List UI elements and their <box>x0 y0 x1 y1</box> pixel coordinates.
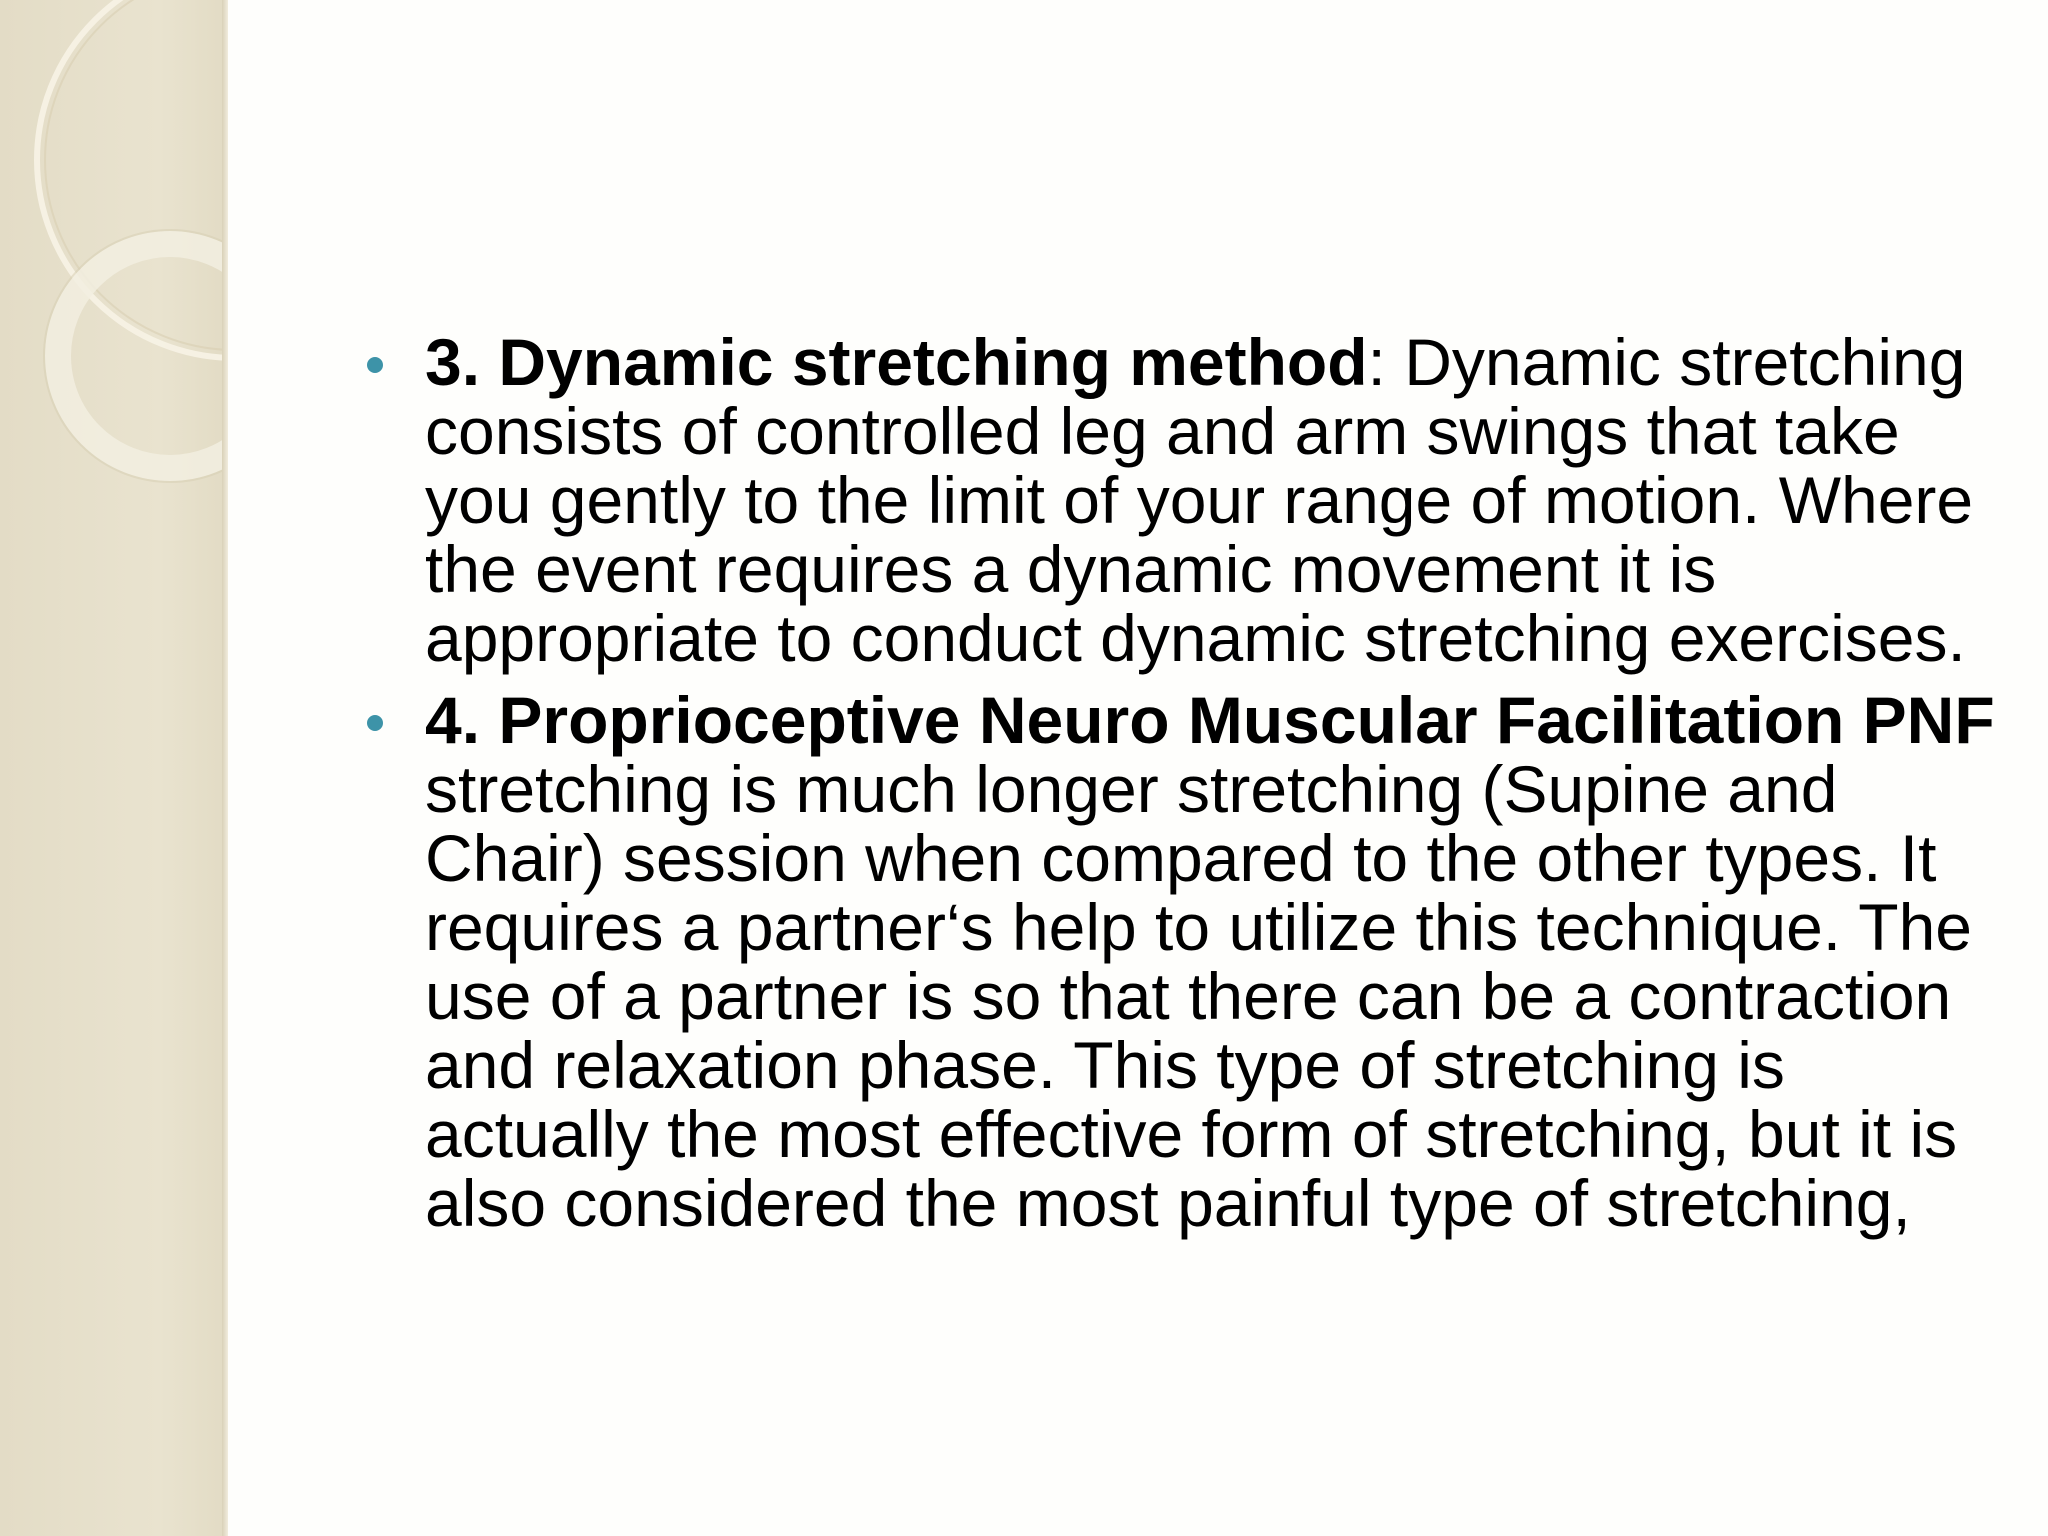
bullet-list <box>355 325 1995 1251</box>
bullet-dot-icon <box>367 715 383 731</box>
decorative-side-panel <box>0 0 228 1536</box>
decorative-rings <box>0 0 228 1536</box>
bullet-body: Dynamic stretching consists of controlled leg and arm swings that take you gently to the limit of your range of motion. Where the event requires a dynamic movement it is appropriate to conduct dynamic stretching exercises. <box>425 325 1974 675</box>
side-panel-edge <box>222 0 228 1536</box>
bullet-dot-icon <box>367 357 383 373</box>
bullet-dynamic-stretching <box>355 325 1995 675</box>
bullet-pnf-stretching <box>355 683 1995 1240</box>
bullet-separator: : <box>1367 325 1386 399</box>
bullet-body: stretching is much longer stretching (Supine and Chair) session when compared to the other types. It requires a partner‘s help to utilize this technique. The use of a partner is so that there can be a contraction and relaxation phase. This type of stretching is actually the most effective form of stretching, but it is also considered the most painful type of stretching, <box>425 752 1973 1240</box>
bullet-title: 3. Dynamic stretching method <box>425 325 1368 399</box>
bullet-title: 4. Proprioceptive Neuro Muscular Facilitation PNF <box>425 683 1995 757</box>
